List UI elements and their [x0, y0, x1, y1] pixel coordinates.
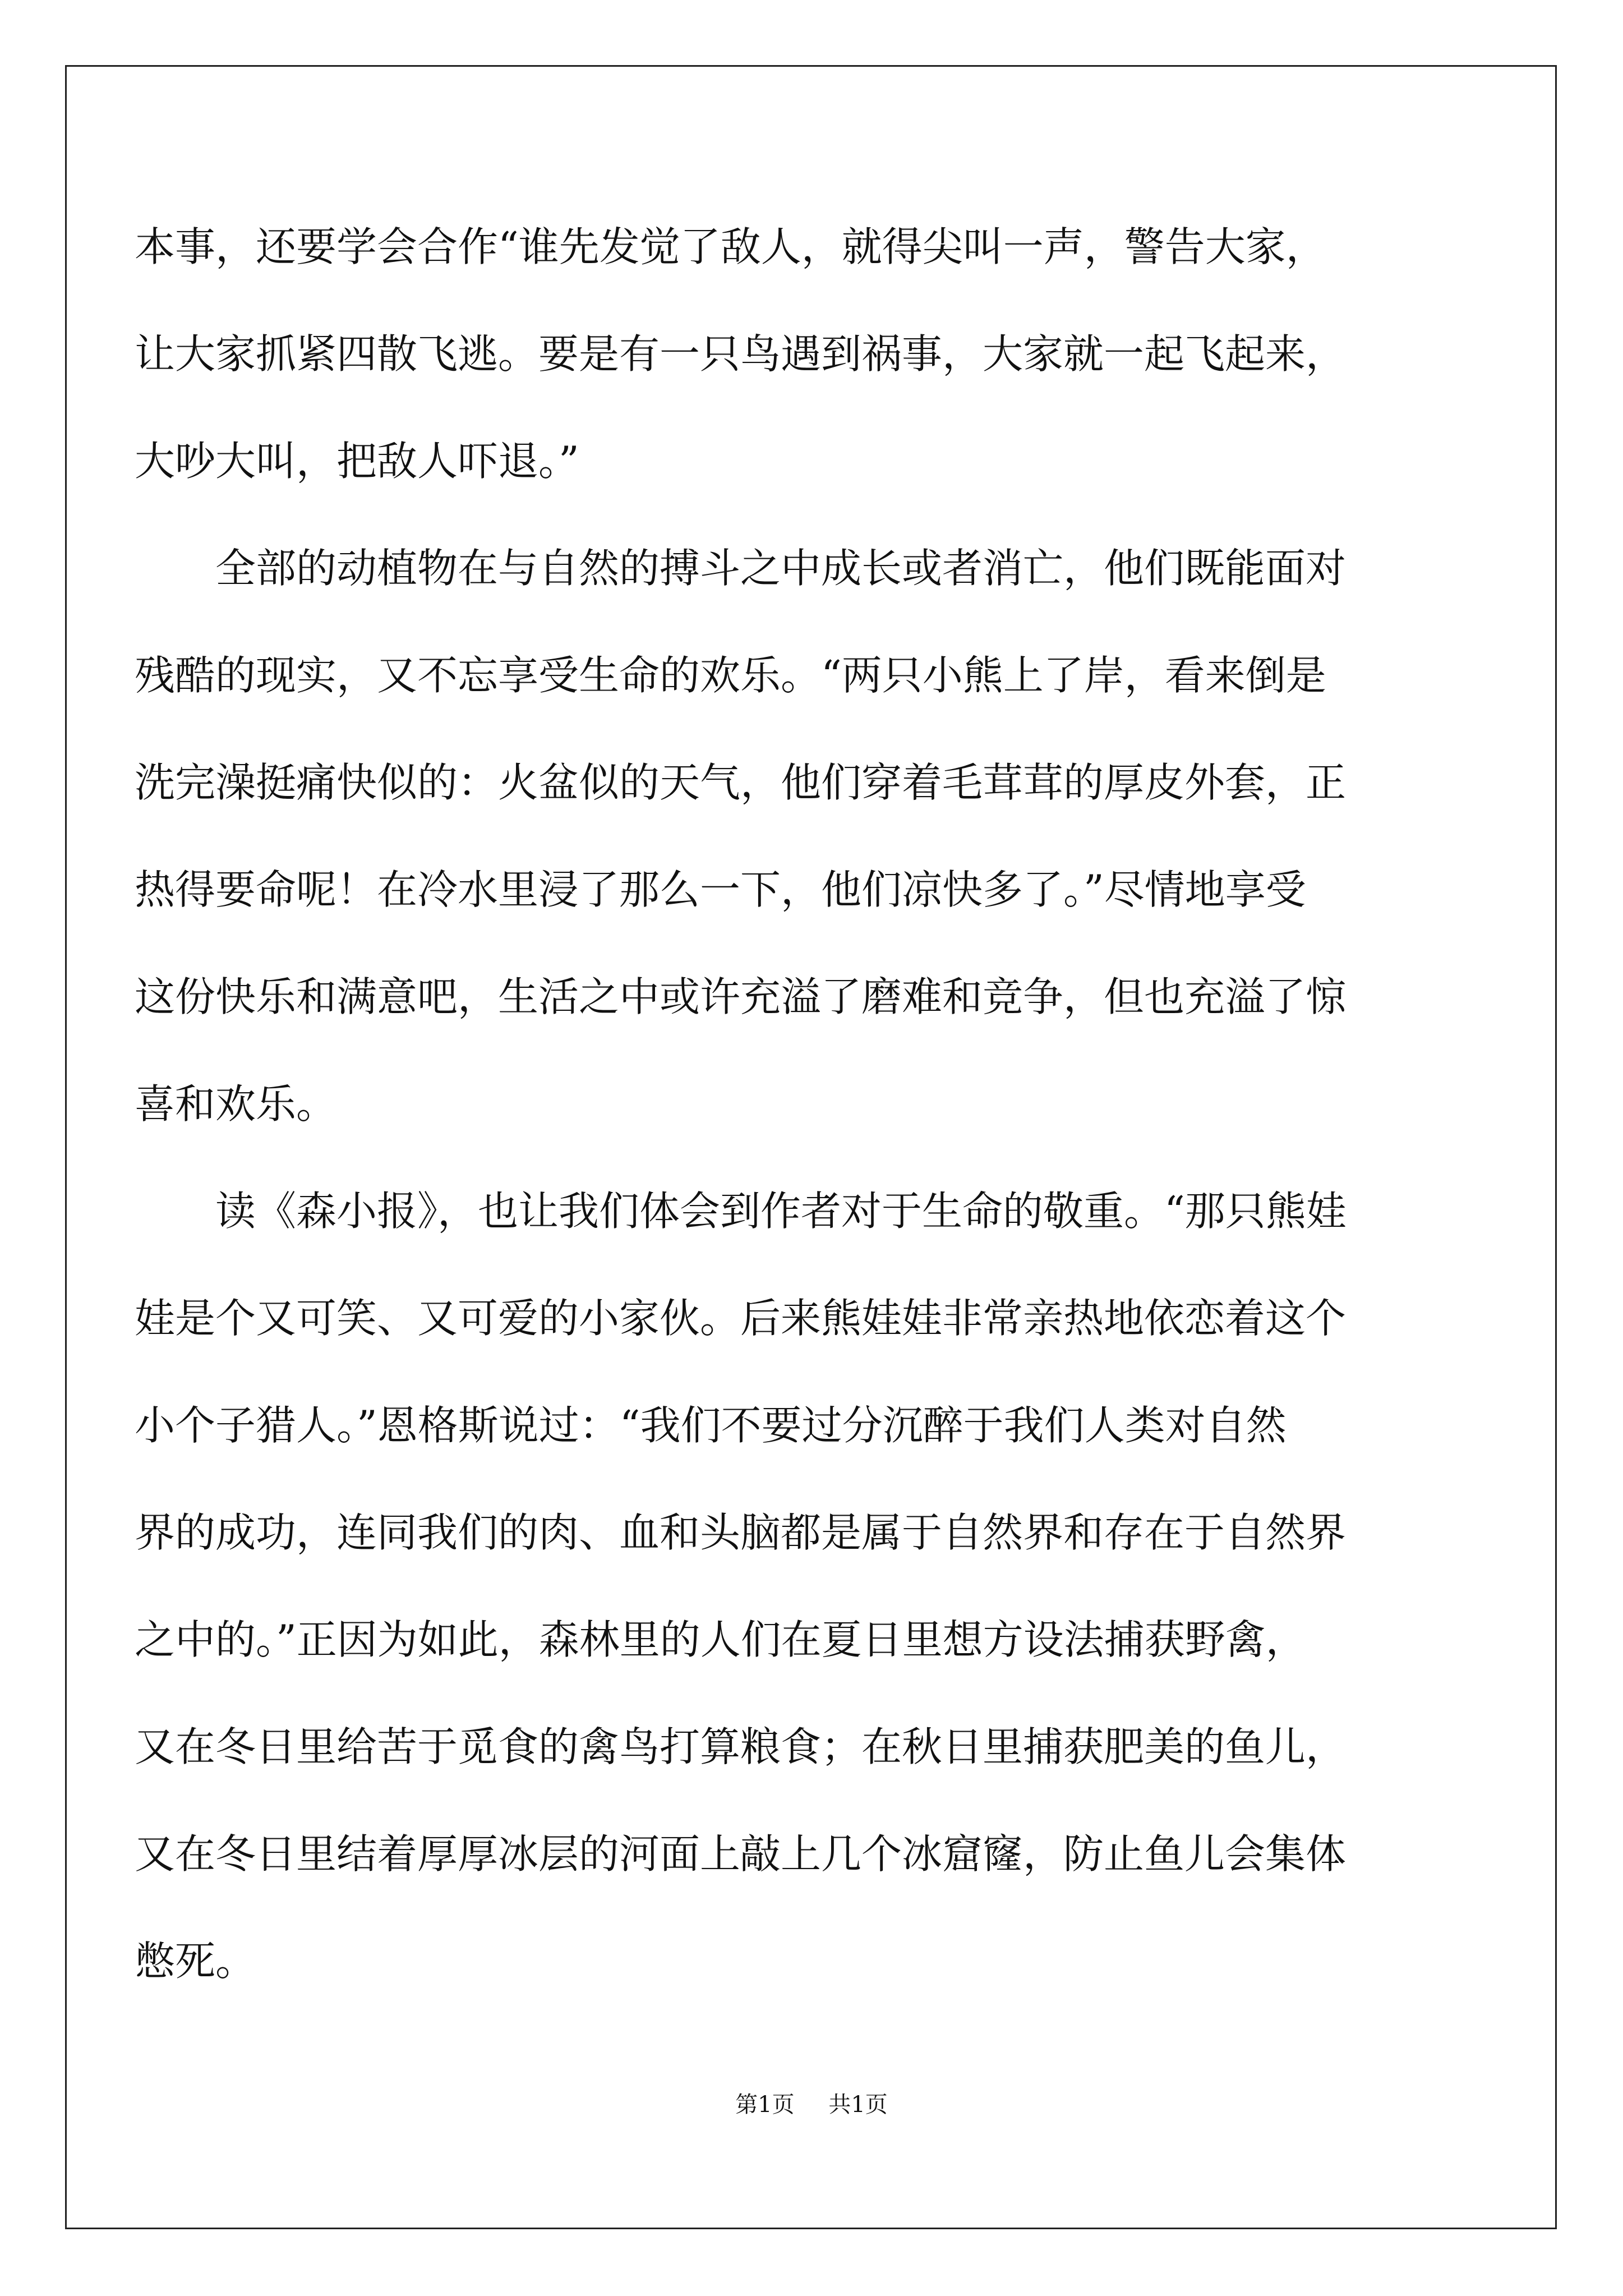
text-line: 喜和欢乐。	[135, 1080, 337, 1128]
text-line: 憋死。	[135, 1938, 256, 1985]
page-number: 第1页	[735, 2092, 795, 2118]
text-line: 让大家抓紧四散飞逃。要是有一只鸟遇到祸事，大家就一起飞起来，	[135, 330, 1347, 378]
text-line: 热得要命呢！在冷水里浸了那么一下，他们凉快多了。”尽情地享受	[135, 866, 1306, 913]
text-line: 小个子猎人。”恩格斯说过：“我们不要过分沉醉于我们人类对自然	[135, 1402, 1287, 1449]
page-total: 共1页	[828, 2092, 888, 2118]
text-line: 残酷的现实，又不忘享受生命的欢乐。“两只小熊上了岸，看来倒是	[135, 652, 1326, 699]
paragraph	[135, 1158, 1427, 2015]
text-line: 本事，还要学会合作“谁先发觉了敌人，就得尖叫一声，警告大家，	[135, 223, 1326, 270]
text-line: 洗完澡挺痛快似的：火盆似的天气，他们穿着毛茸茸的厚皮外套，正	[135, 759, 1347, 806]
text-line: 这份快乐和满意吧，生活之中或许充溢了磨难和竞争，但也充溢了惊	[135, 973, 1347, 1020]
text-line: 全部的动植物在与自然的搏斗之中成长或者消亡，他们既能面对	[215, 545, 1347, 592]
text-line: 之中的。”正因为如此，森林里的人们在夏日里想方设法捕获野禽，	[135, 1616, 1306, 1663]
text-line: 又在冬日里结着厚厚冰层的河面上敲上几个冰窟窿，防止鱼儿会集体	[135, 1830, 1347, 1878]
text-line: 大吵大叫，把敌人吓退。”	[135, 438, 579, 485]
paragraph	[135, 194, 1427, 515]
page-footer	[0, 2087, 1623, 2119]
text-line: 界的成功，连同我们的肉、血和头脑都是属于自然界和存在于自然界	[135, 1509, 1347, 1556]
text-line: 又在冬日里给苦于觅食的禽鸟打算粮食；在秋日里捕获肥美的鱼儿，	[135, 1723, 1347, 1770]
document-body	[135, 194, 1427, 2015]
text-line: 读《森小报》，也让我们体会到作者对于生命的敬重。“那只熊娃	[215, 1188, 1347, 1235]
paragraph	[135, 515, 1427, 1158]
text-line: 娃是个又可笑、又可爱的小家伙。后来熊娃娃非常亲热地依恋着这个	[135, 1295, 1347, 1342]
